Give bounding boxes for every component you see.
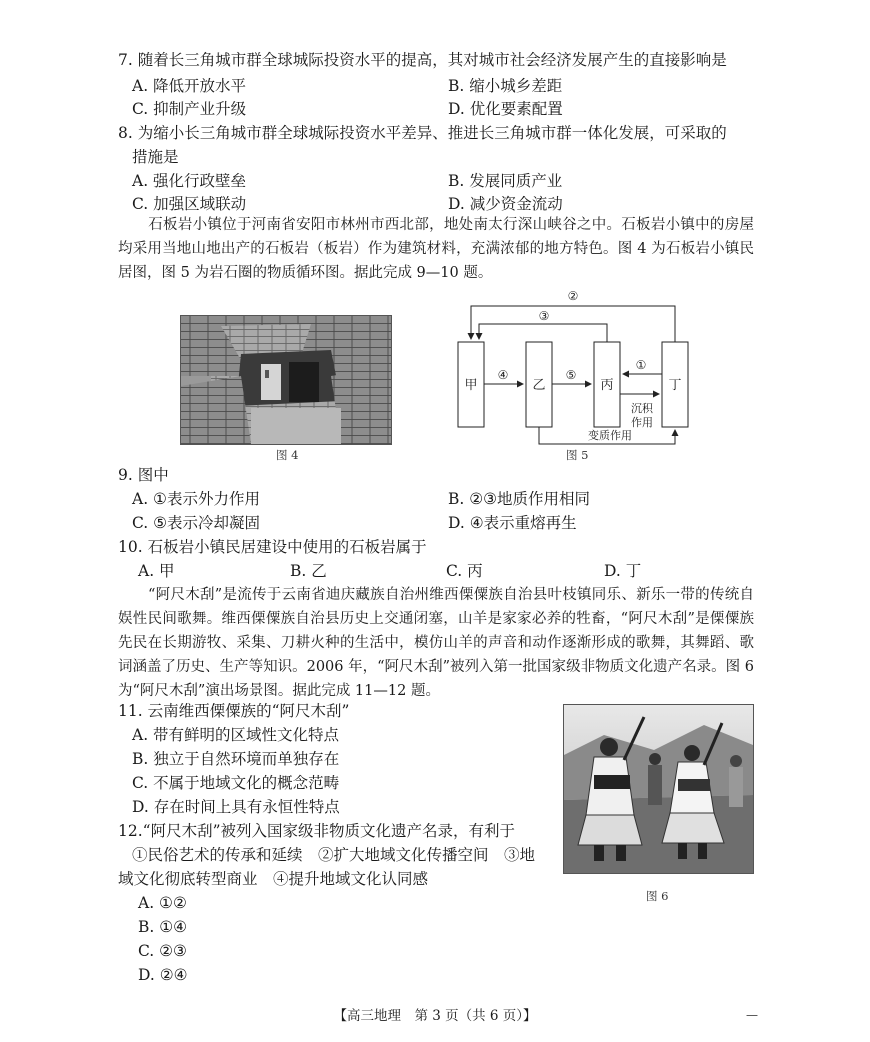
sediment-label-1: 沉积 (631, 402, 653, 415)
fig5-rock-cycle-diagram (450, 286, 700, 464)
q8-option-a[interactable]: A. 强化行政壁垒 (132, 172, 247, 190)
q10-option-b[interactable]: B. 乙 (290, 562, 327, 580)
corner-mark: — (746, 1008, 758, 1022)
q10-option-c[interactable]: C. 丙 (446, 562, 483, 580)
q9-option-c[interactable]: C. ⑤表示冷却凝固 (132, 514, 261, 532)
q12-stem: 12.“阿尺木刮”被列入国家级非物质文化遗产名录，有利于 (118, 822, 516, 840)
fig6-caption: 图 6 (646, 889, 669, 903)
q10-stem: 10. 石板岩小镇民居建设中使用的石板岩属于 (118, 538, 427, 556)
q12-option-b[interactable]: B. ①④ (138, 918, 188, 936)
q10-option-a[interactable]: A. 甲 (138, 562, 175, 580)
q11-option-b[interactable]: B. 独立于自然环境而单独存在 (132, 750, 340, 768)
metamorph-label: 变质作用 (588, 429, 632, 442)
q12-items-line2: 域文化彻底转型商业 ④提升地域文化认同感 (118, 870, 429, 888)
arrow-1-label: ① (635, 358, 647, 372)
q9-option-a[interactable]: A. ①表示外力作用 (132, 490, 260, 508)
q11-stem: 11. 云南维西傈僳族的“阿尺木刮” (118, 702, 350, 720)
q7-option-b[interactable]: B. 缩小城乡差距 (448, 77, 563, 95)
box-jia-label: 甲 (464, 378, 478, 393)
q10-option-d[interactable]: D. 丁 (604, 562, 642, 580)
q8-stem-line2: 措施是 (132, 148, 179, 166)
passage-shibanyan: 石板岩小镇位于河南省安阳市林州市西北部，地处南太行深山峡谷之中。石板岩小镇中的房屋均采用当地山地出产的石板岩（板岩）作为建筑材料，充满浓郁的地方特色。图 4 为石板岩小镇民居图，图 5 为岩石圈的物质循环图。据此完成 9—10 题。 (118, 217, 754, 281)
arrow-2-label: ② (567, 289, 579, 303)
q12-option-d[interactable]: D. ②④ (138, 966, 188, 984)
fig6-dance-photo (563, 704, 754, 874)
q9-option-d[interactable]: D. ④表示重熔再生 (448, 514, 577, 532)
sediment-label-2: 作用 (631, 416, 653, 429)
box-yi-label: 乙 (532, 378, 546, 393)
q9-option-b[interactable]: B. ②③地质作用相同 (448, 490, 591, 508)
arrow-5-label: ⑤ (565, 368, 577, 382)
q8-option-d[interactable]: D. 减少资金流动 (448, 195, 563, 213)
arrow-3-label: ③ (538, 309, 550, 323)
fig6-photo-drawing (564, 705, 753, 873)
arrow-4-label: ④ (497, 368, 509, 382)
q7-stem: 7. 随着长三角城市群全球城际投资水平的提高，其对城市社会经济发展产生的直接影响是 (118, 51, 727, 69)
q12-option-a[interactable]: A. ①② (138, 894, 187, 912)
q12-option-c[interactable]: C. ②③ (138, 942, 187, 960)
fig4-photo-drawing (181, 316, 391, 444)
fig4-house-photo (180, 315, 392, 445)
q11-option-a[interactable]: A. 带有鲜明的区域性文化特点 (132, 726, 340, 744)
q7-option-c[interactable]: C. 抑制产业升级 (132, 100, 247, 118)
page-footer: 【高三地理 第 3 页（共 6 页）】 (333, 1008, 537, 1024)
box-ding-label: 丁 (668, 378, 682, 393)
q12-items-line1: ①民俗艺术的传承和延续 ②扩大地域文化传播空间 ③地 (132, 846, 536, 864)
box-bing-label: 丙 (600, 378, 614, 393)
q8-option-b[interactable]: B. 发展同质产业 (448, 172, 563, 190)
q9-stem: 9. 图中 (118, 466, 169, 484)
q7-option-d[interactable]: D. 优化要素配置 (448, 100, 563, 118)
arrow-3 (479, 324, 607, 342)
q11-option-c[interactable]: C. 不属于地域文化的概念范畴 (132, 774, 340, 792)
q7-option-a[interactable]: A. 降低开放水平 (132, 77, 247, 95)
fig5-caption: 图 5 (566, 448, 589, 462)
q8-option-c[interactable]: C. 加强区域联动 (132, 195, 247, 213)
q8-stem-line1: 8. 为缩小长三角城市群全球城际投资水平差异、推进长三角城市群一体化发展，可采取的 (118, 124, 727, 142)
q11-option-d[interactable]: D. 存在时间上具有永恒性特点 (132, 798, 340, 816)
passage-achimugua: “阿尺木刮”是流传于云南省迪庆藏族自治州维西傈僳族自治县叶枝镇同乐、新乐一带的传统自娱性民间歌舞。维西傈僳族自治县历史上交通闭塞，山羊是家家必养的牲畜，“阿尺木刮”是傈僳族先民在长期游牧、采集、刀耕火种的生活中，模仿山羊的声音和动作逐渐形成的歌舞，其舞蹈、歌词涵盖了历史、生产等知识。2006 年，“阿尺木刮”被列入第一批国家级非物质文化遗产名录。图 6 为“阿尺木刮”演出场景图。据此完成 11—12 题。 (118, 587, 754, 699)
fig4-caption: 图 4 (276, 448, 299, 462)
